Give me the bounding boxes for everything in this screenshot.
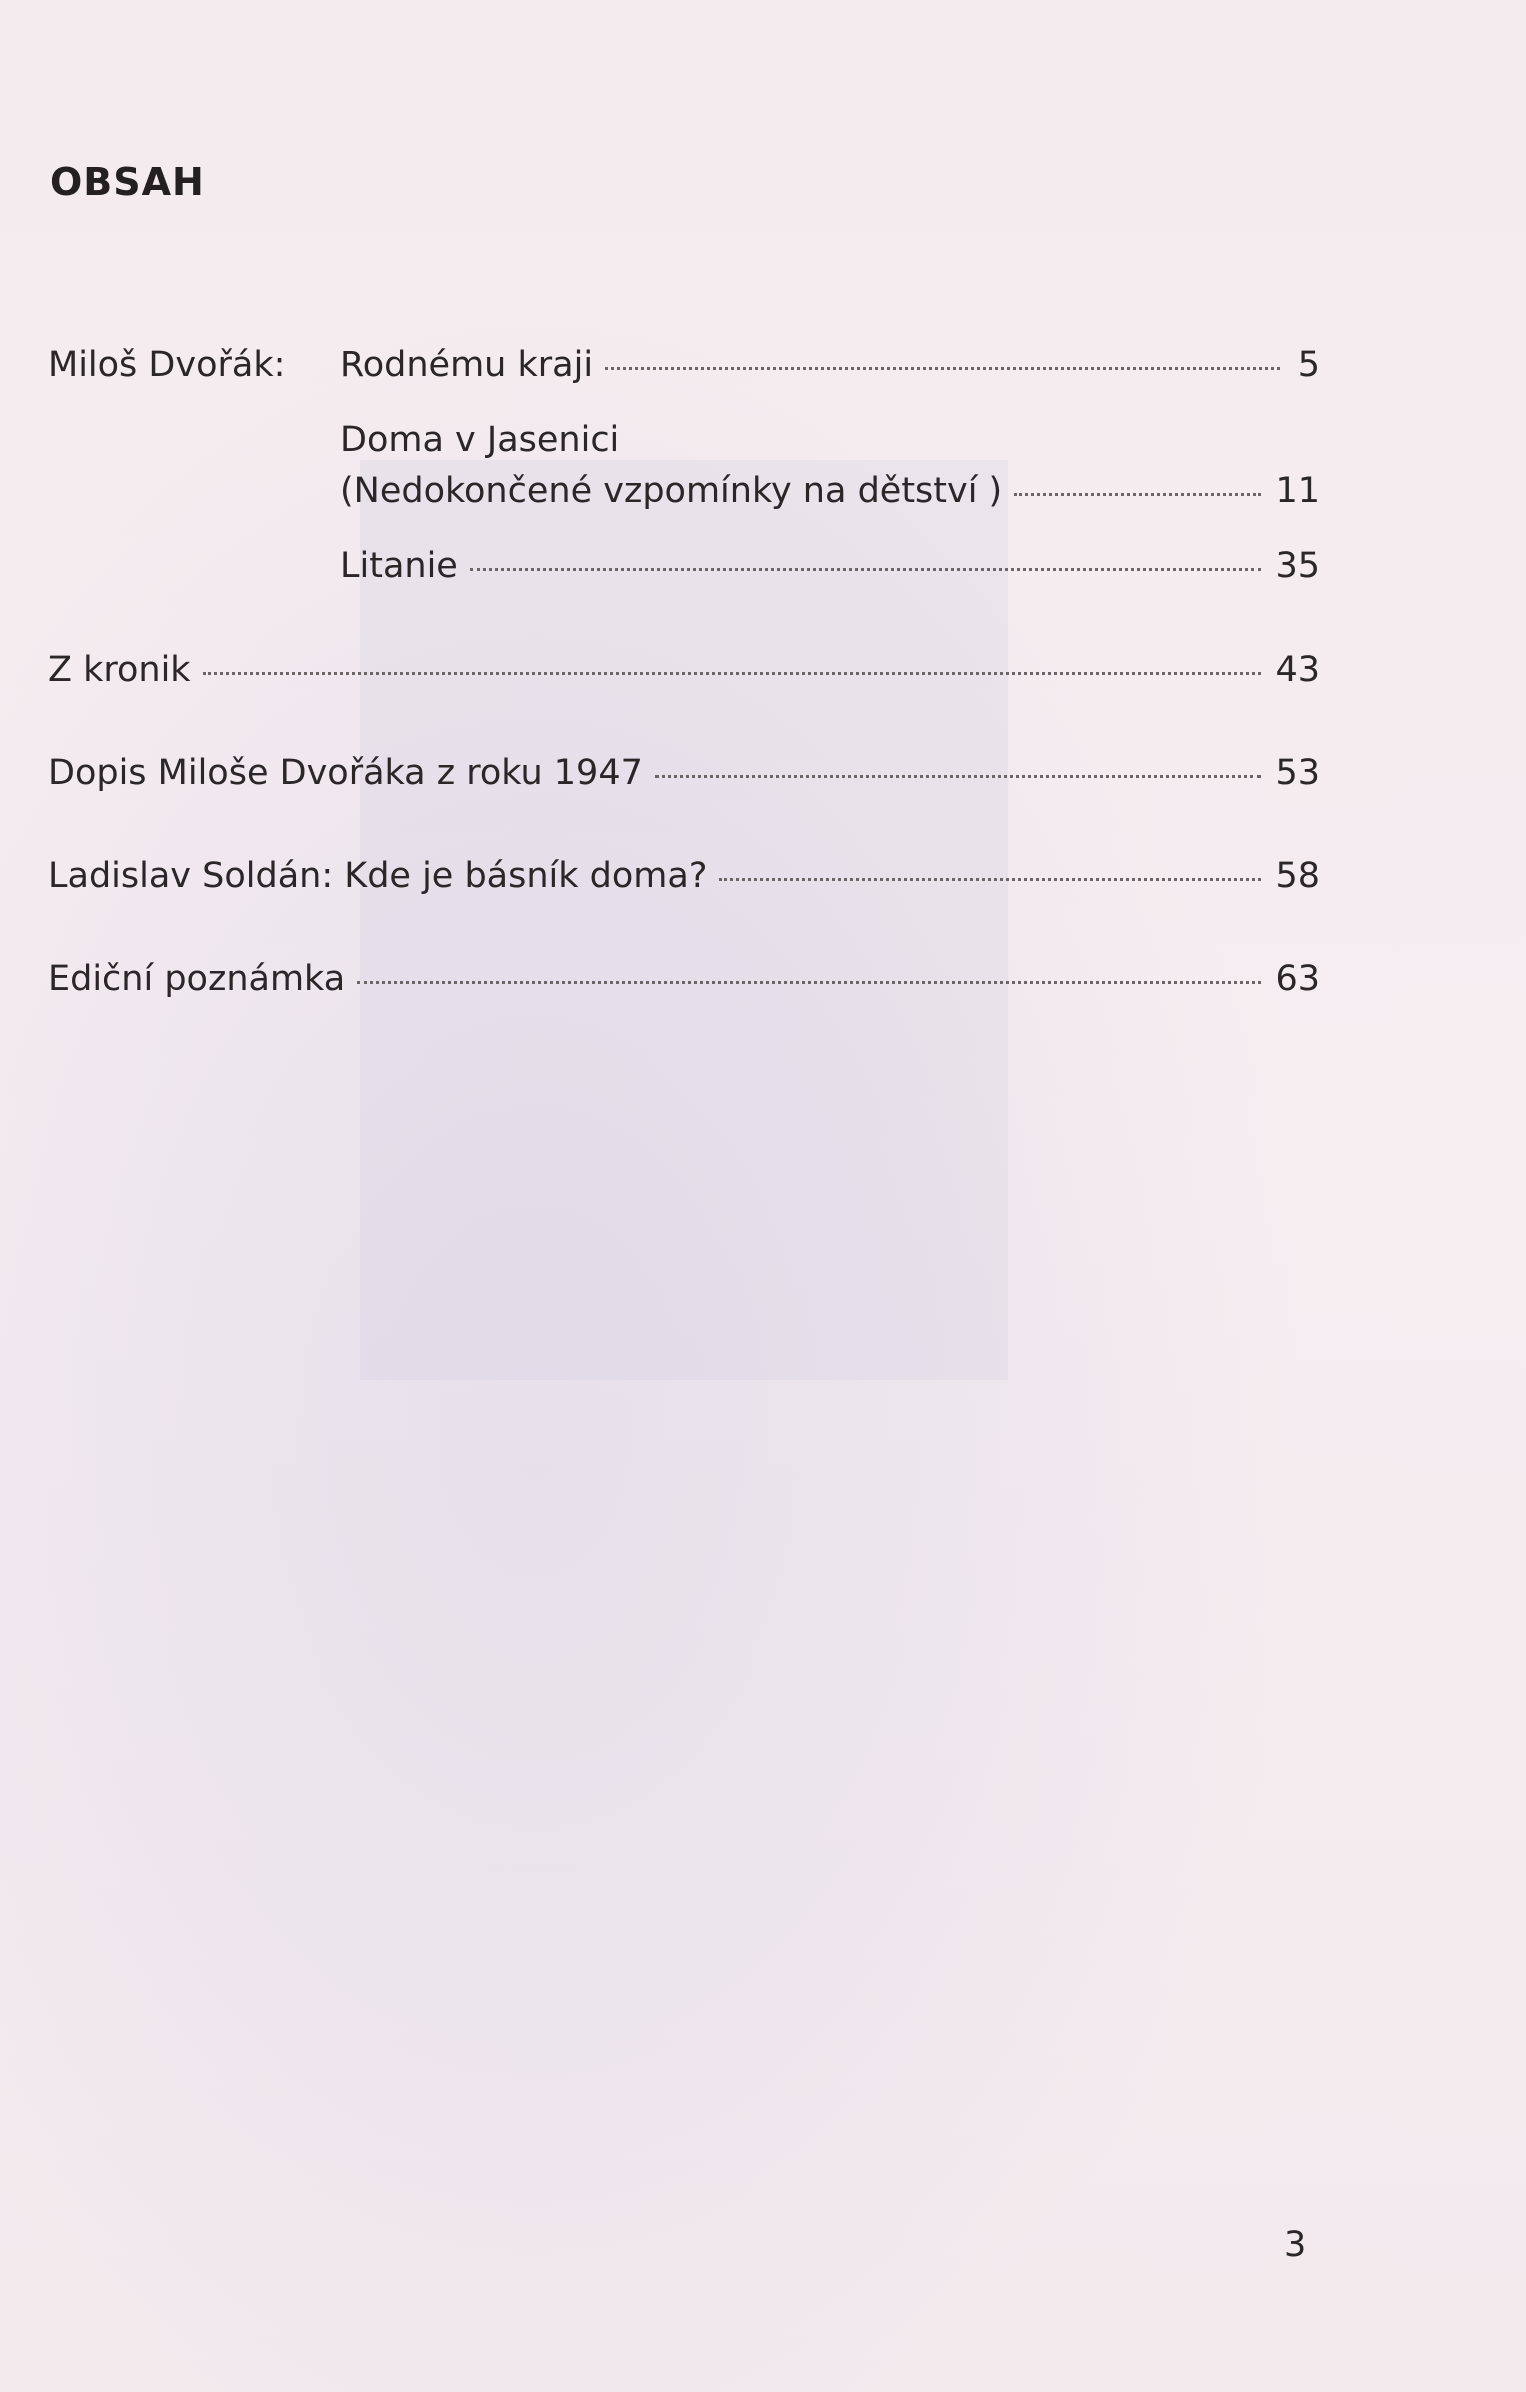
- toc-entry-page: 53: [1275, 753, 1320, 793]
- toc-entry: [48, 954, 1320, 1004]
- toc-entry-page: 35: [1275, 546, 1320, 586]
- dot-leader: [470, 568, 1262, 571]
- toc-entry: [48, 748, 1320, 798]
- toc-entry: [48, 851, 1320, 901]
- toc-entry-title: Ediční poznámka: [48, 959, 346, 999]
- toc-entry-title-line1: Doma v Jasenici: [340, 420, 620, 460]
- toc-entry-title: (Nedokončené vzpomínky na dětství ): [340, 471, 1003, 511]
- toc-entry-title: Rodnému kraji: [340, 345, 594, 385]
- toc-entry-title: Ladislav Soldán: Kde je básník doma?: [48, 856, 708, 896]
- toc-entry-page: 63: [1275, 959, 1320, 999]
- toc-entry: [340, 340, 1320, 390]
- toc-entry-page: 5: [1297, 345, 1320, 385]
- toc-entry: [340, 466, 1320, 516]
- dot-leader: [1014, 493, 1261, 496]
- dot-leader: [605, 367, 1280, 370]
- dot-leader: [719, 878, 1261, 881]
- dot-leader: [655, 775, 1262, 778]
- page-number: 3: [1284, 2225, 1307, 2265]
- toc-entry-page: 43: [1275, 650, 1320, 690]
- toc-entry-title: Z kronik: [48, 650, 191, 690]
- dot-leader: [357, 981, 1261, 984]
- toc-entry-page: 11: [1275, 471, 1320, 511]
- author-label: Miloš Dvořák:: [48, 345, 286, 385]
- toc-entry: [48, 645, 1320, 695]
- dot-leader: [203, 672, 1262, 675]
- toc-entry-title: Litanie: [340, 546, 458, 586]
- toc-entry-title: Dopis Miloše Dvořáka z roku 1947: [48, 753, 643, 793]
- page-title: OBSAH: [50, 160, 205, 204]
- toc-entry: [340, 541, 1320, 591]
- toc-entry-page: 58: [1275, 856, 1320, 896]
